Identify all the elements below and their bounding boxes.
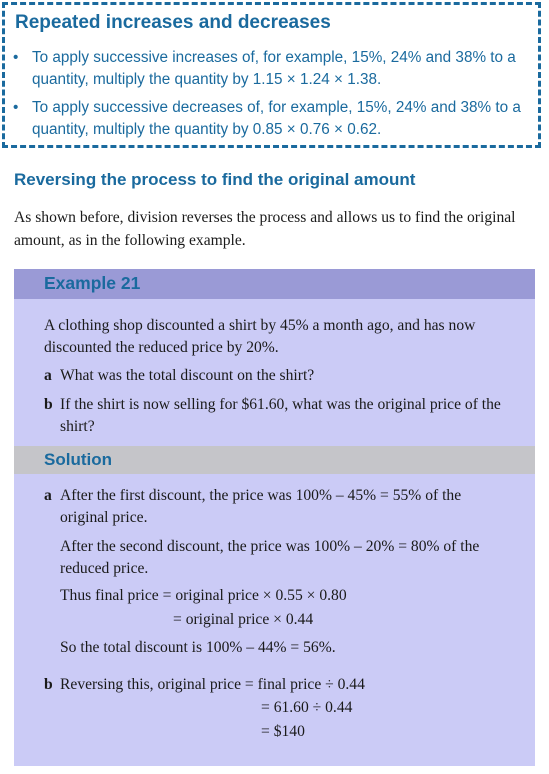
summary-bullet-text: To apply successive decreases of, for example, 15%, 24% and 38% to a quantity, multiply the quantity by 0.85 × 0.76 × 0.62. [32, 99, 521, 138]
equation-line: = $140 [261, 723, 305, 740]
equation-line: = original price × 0.44 [173, 611, 314, 628]
solution-header [14, 446, 535, 474]
example-title: Example 21 [44, 273, 141, 293]
part-label: b [44, 396, 53, 413]
solution-title: Solution [44, 450, 112, 469]
solution-part-label: a [44, 487, 52, 504]
equation-line: Reversing this, original price = final price ÷ 0.44 [60, 676, 365, 693]
section-heading: Reversing the process to find the original amount [14, 170, 416, 189]
equation-line: Thus final price = original price × 0.55 × 0.80 [60, 587, 347, 604]
summary-title: Repeated increases and decreases [15, 12, 331, 33]
example-box [14, 269, 535, 766]
solution-text: After the second discount, the price was 100% – 20% = 80% of the reduced price. [60, 538, 480, 577]
equation-line: = 61.60 ÷ 0.44 [261, 699, 353, 716]
bullet-icon: • [13, 49, 19, 66]
summary-bullet-text: To apply successive increases of, for example, 15%, 24% and 38% to a quantity, multiply the quantity by 1.15 × 1.24 × 1.38. [32, 49, 516, 88]
part-text: What was the total discount on the shirt? [60, 367, 315, 384]
part-text: If the shirt is now selling for $61.60, what was the original price of the shirt? [60, 396, 501, 435]
summary-box [2, 2, 541, 148]
part-label: a [44, 367, 52, 384]
section-intro: As shown before, division reverses the process and allows us to find the original amount, as in the following example. [14, 209, 516, 249]
solution-text: After the first discount, the price was 100% – 45% = 55% of the original price. [60, 487, 462, 526]
solution-conclusion: So the total discount is 100% – 44% = 56%. [60, 639, 336, 656]
bullet-icon: • [13, 99, 19, 116]
solution-part-label: b [44, 676, 53, 693]
example-question: A clothing shop discounted a shirt by 45% a month ago, and has now discounted the reduced price by 20%. [44, 317, 476, 356]
example-header [14, 269, 535, 299]
